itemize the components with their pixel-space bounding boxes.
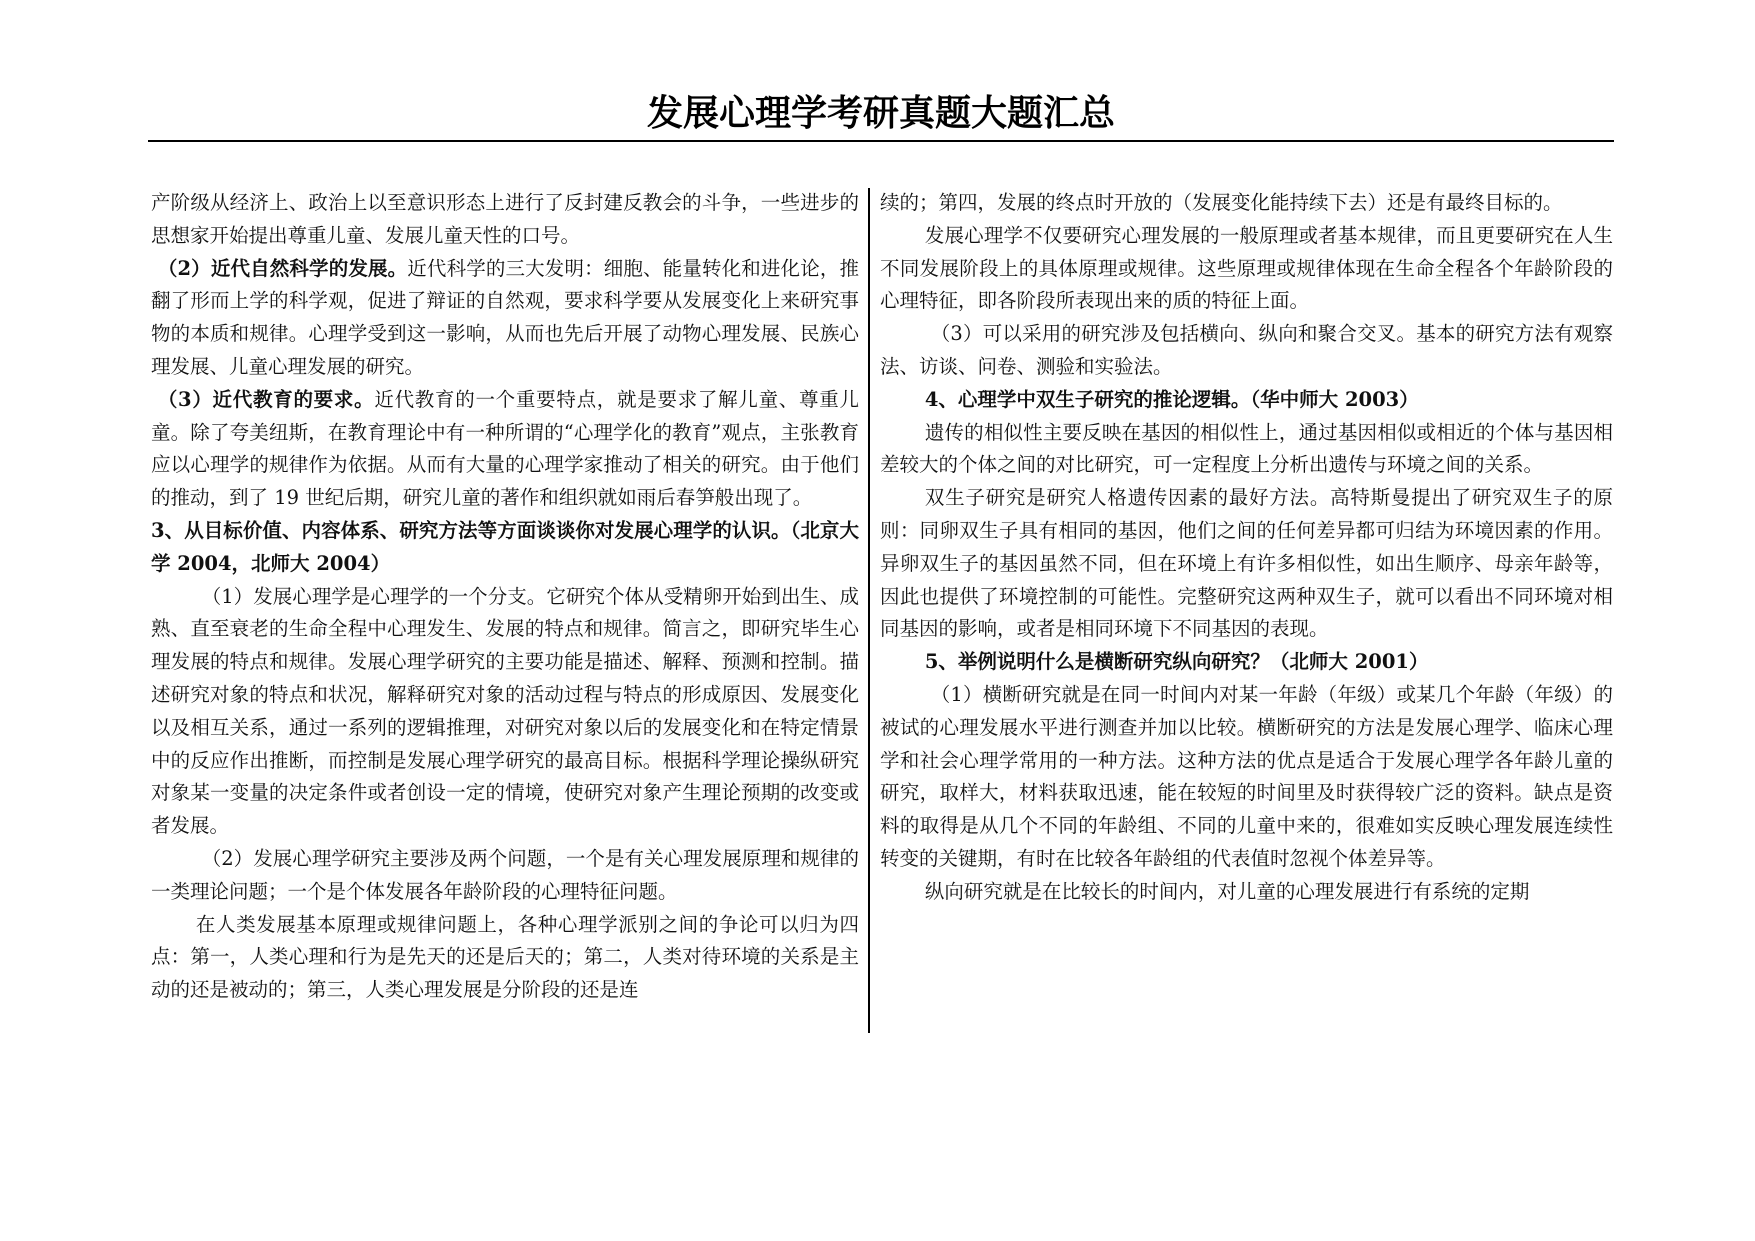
paragraph: （1）发展心理学是心理学的一个分支。它研究个体从受精卵开始到出生、成熟、直至衰老的生命全程中心理发生、发展的特点和规律。简言之，即研究毕生心理发展的特点和规律。发展心理学研究的主要功能是描述、解释、预测和控制。描述研究对象的特点和状况，解释研究对象的活动过程与特点的形成原因、发展变化以及相互关系，通过一系列的逻辑推理，对研究对象以后的发展变化和在特定情景中的反应作出推断，而控制是发展心理学研究的最高目标。根据科学理论操纵研究对象某一变量的决定条件或者创设一定的情境，使研究对象产生理论预期的改变或者发展。 [151, 584, 859, 838]
question-heading: 4、心理学中双生子研究的推论逻辑。（华中师大 2003） [924, 387, 1419, 411]
paragraph: 发展心理学不仅要研究心理发展的一般原理或者基本规律，而且更要研究在人生不同发展阶段上的具体原理或规律。这些原理或规律体现在生命全程各个年龄阶段的心理特征，即各阶段所表现出来的质的特征上面。 [880, 223, 1613, 313]
title-underline [148, 140, 1614, 142]
paragraph [151, 384, 859, 515]
subheading: （2）近代自然科学的发展。 [157, 256, 408, 280]
paragraph: 在人类发展基本原理或规律问题上，各种心理学派别之间的争论可以归为四点：第一，人类心理和行为是先天的还是后天的；第二，人类对待环境的关系是主动的还是被动的；第三，人类心理发展是分阶段的还是连 [151, 912, 859, 1002]
paragraph: 遗传的相似性主要反映在基因的相似性上，通过基因相似或相近的个体与基因相差较大的个体之间的对比研究，可一定程度上分析出遗传与环境之间的关系。 [880, 420, 1613, 477]
paragraph: （3）可以采用的研究涉及包括横向、纵向和聚合交叉。基本的研究方法有观察法、访谈、问卷、测验和实验法。 [880, 322, 1613, 378]
paragraph: （2）发展心理学研究主要涉及两个问题，一个是有关心理发展原理和规律的一类理论问题；一个是个体发展各年龄阶段的心理特征问题。 [151, 846, 859, 903]
paragraph-body: 近代教育的一个重要特点，就是要求了解儿童、尊重儿童。除了夸美纽斯，在教育理论中有一种所谓的“心理学化的教育”观点，主张教育应以心理学的规律作为依据。从而有大量的心理学家推动了相关的研究。由于他们的推动，到了 19 世纪后期，研究儿童的著作和组织就如雨后春笋般出现了。 [151, 387, 859, 510]
paragraph: 产阶级从经济上、政治上以至意识形态上进行了反封建反教会的斗争，一些进步的思想家开始提出尊重儿童、发展儿童天性的口号。 [151, 191, 859, 247]
paragraph: 续的；第四，发展的终点时开放的（发展变化能持续下去）还是有最终目标的。 [880, 191, 1563, 214]
paragraph: 双生子研究是研究人格遗传因素的最好方法。高特斯曼提出了研究双生子的原则：同卵双生子具有相同的基因，他们之间的任何差异都可归结为环境因素的作用。异卵双生子的基因虽然不同，但在环境上有许多相似性，如出生顺序、母亲年龄等，因此也提供了环境控制的可能性。完整研究这两种双生子，就可以看出不同环境对相同基因的影响，或者是相同环境下不同基因的表现。 [880, 486, 1613, 641]
question-heading: 5、举例说明什么是横断研究纵向研究？（北师大 2001） [924, 650, 1429, 674]
page-title: 发展心理学考研真题大题汇总 [646, 92, 1115, 134]
question-heading: 3、从目标价值、内容体系、研究方法等方面谈谈你对发展心理学的认识。（北京大学 2004，北师大 2004） [151, 518, 859, 575]
subheading: （3）近代教育的要求。 [157, 387, 375, 411]
paragraph: （1）横断研究就是在同一时间内对某一年龄（年级）或某几个年龄（年级）的被试的心理发展水平进行测查并加以比较。横断研究的方法是发展心理学、临床心理学和社会心理学常用的一种方法。这种方法的优点是适合于发展心理学各年龄儿童的研究，取样大，材料获取迅速，能在较短的时间里及时获得较广泛的资料。缺点是资料的取得是从几个不同的年龄组、不同的儿童中来的，很难如实反映心理发展连续性转变的关键期，有时在比较各年龄组的代表值时忽视个体差异等。 [880, 682, 1613, 870]
paragraph [151, 253, 859, 384]
right-column [880, 187, 1613, 909]
left-column [151, 187, 859, 1007]
column-divider [868, 188, 870, 1033]
paragraph-body: 近代科学的三大发明：细胞、能量转化和进化论，推翻了形而上学的科学观，促进了辩证的自然观，要求科学要从发展变化上来研究事物的本质和规律。心理学受到这一影响，从而也先后开展了动物心理发展、民族心理发展、儿童心理发展的研究。 [151, 256, 859, 378]
paragraph: 纵向研究就是在比较长的时间内，对儿童的心理发展进行有系统的定期 [924, 879, 1530, 903]
